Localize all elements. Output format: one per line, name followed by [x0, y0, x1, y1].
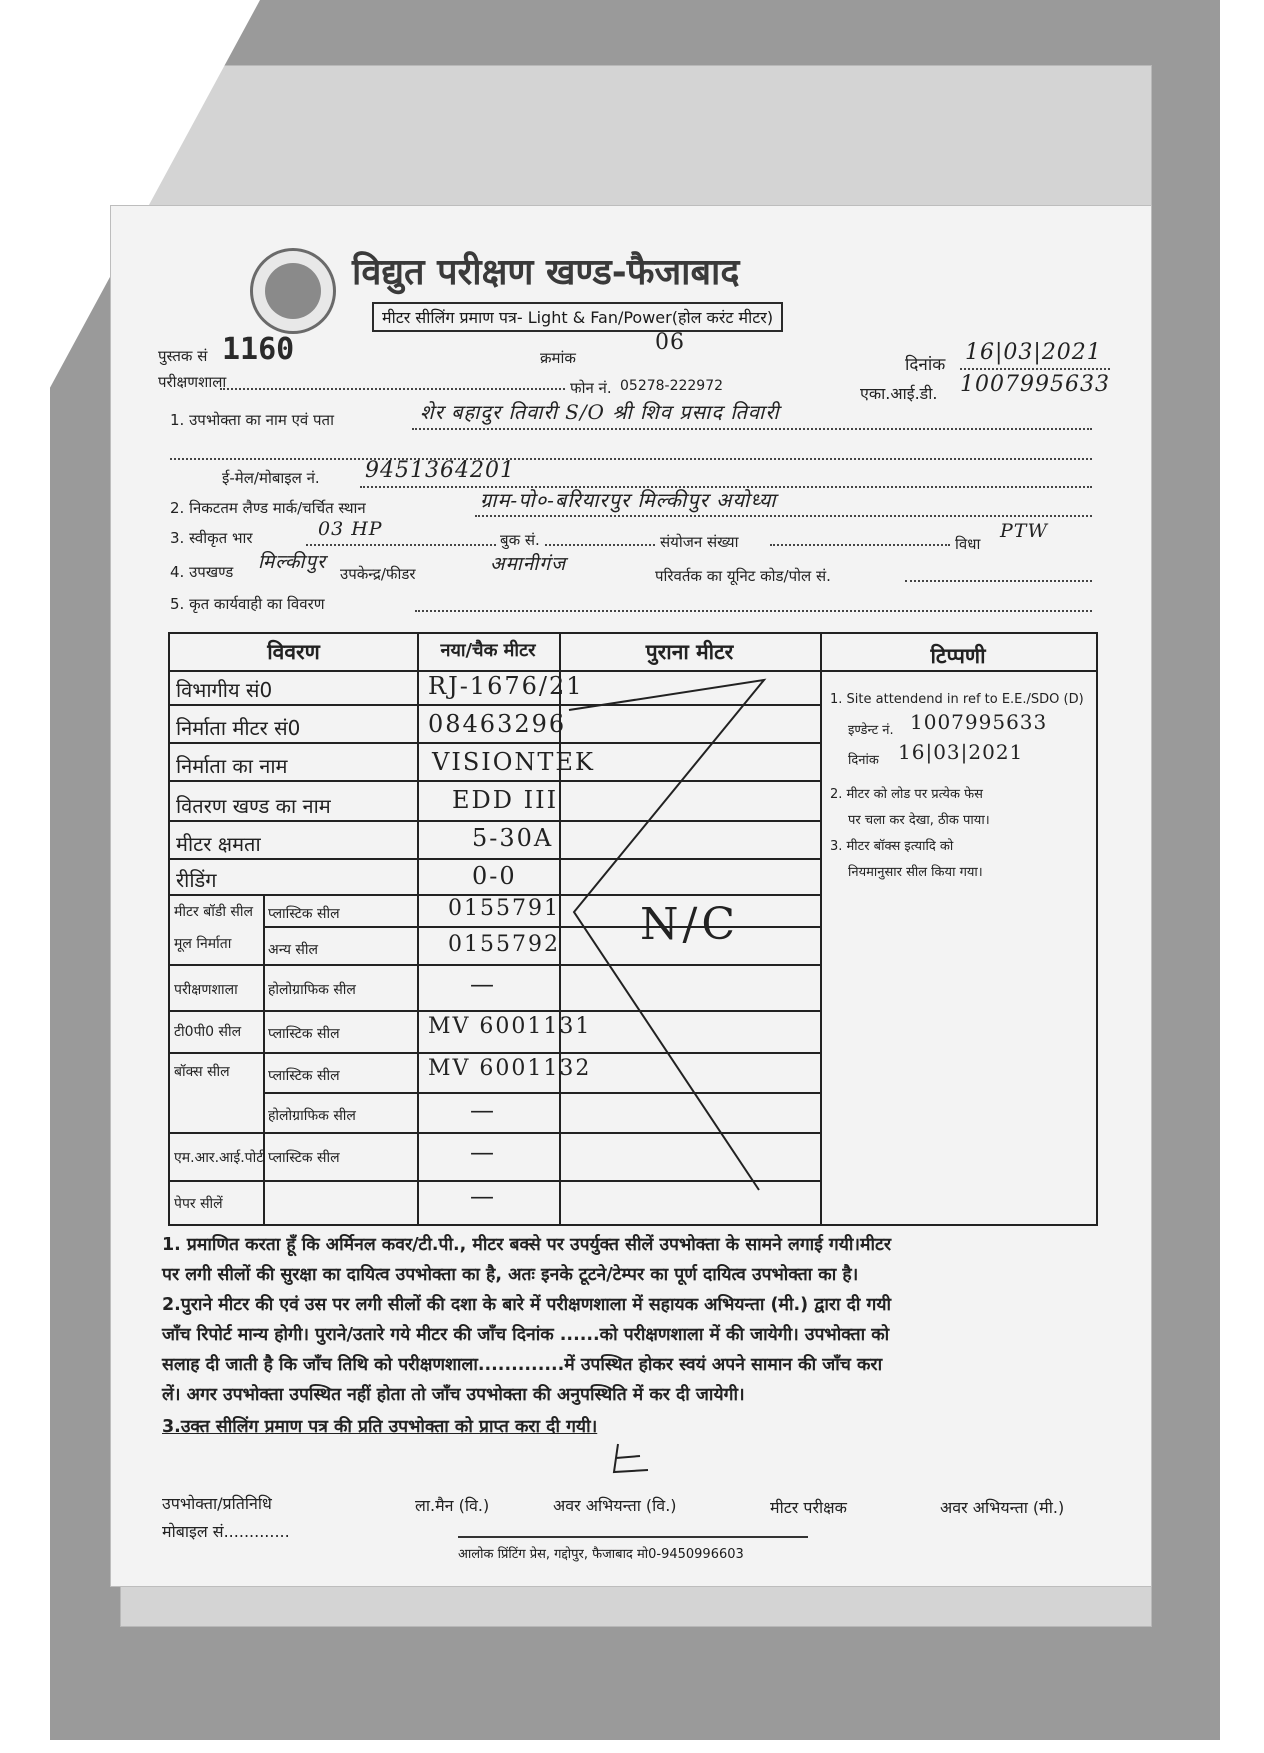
remark-date-label: दिनांक [848, 753, 879, 768]
declaration-line-5: सलाह दी जाती है कि जाँच तिथि को परीक्षणशाला.............में उपस्थित होकर स्वयं अपने सामान की जाँच करा [162, 1355, 883, 1375]
seal-type: अन्य सील [268, 942, 318, 958]
new-meter-value: VISIONTEK [432, 748, 595, 776]
load-label: 3. स्वीकृत भार [170, 529, 253, 547]
row-label: मीटर क्षमता [176, 832, 261, 856]
sfid-value: 1007995633 [960, 372, 1110, 397]
seal-value: MV 6001131 [428, 1014, 592, 1039]
seal-group: एम.आर.आई.पोर्ट [174, 1150, 264, 1166]
landmark-label: 2. निकटतम लैण्ड मार्क/चर्चित स्थान [170, 499, 366, 517]
declaration-line-4: जाँच रिपोर्ट मान्य होगी। पुराने/उतारे गये मीटर की जाँच दिनांक ......को परीक्षणशाला में की जायेगी। उपभोक्ता को [162, 1325, 890, 1345]
sfid-label: एका.आई.डी. [860, 384, 938, 403]
old-meter-nc: N/C [640, 899, 739, 950]
consumer-name-value: शेर बहादुर तिवारी S/O श्री शिव प्रसाद तिवारी [420, 400, 780, 424]
header-description: विवरण [267, 640, 320, 664]
seal-value: MV 6001132 [428, 1056, 592, 1081]
declaration-line-3: 2.पुराने मीटर की एवं उस पर लगी सीलों की दशा के बारे में परीक्षणशाला में सहायक अभियन्ता (मी.) द्वारा दी गयी [162, 1295, 892, 1315]
row-label: रीडिंग [176, 868, 217, 892]
new-meter-value: 5-30A [472, 824, 554, 852]
remark-3b: नियमानुसार सील किया गया। [848, 865, 983, 880]
book-no-label: बुक सं. [500, 531, 540, 549]
seal-type: होलोग्राफिक सील [268, 982, 356, 998]
serial-label: क्रमांक [540, 349, 576, 367]
row-label: वितरण खण्ड का नाम [176, 794, 331, 818]
declaration-line-1: 1. प्रमाणित करता हूँ कि अर्मिनल कवर/टी.पी., मीटर बक्से पर उपर्युक्त सीलें उपभोक्ता के सामने लगाई गयी।मीटर [162, 1235, 892, 1255]
printer-footer: आलोक प्रिंटिंग प्रेस, गद्दोपुर, फैजाबाद मो0-9450996603 [458, 1547, 744, 1562]
phone-label: फोन नं. [570, 379, 612, 397]
office-title: विद्युत परीक्षण खण्ड-फैजाबाद [352, 252, 740, 293]
row-label: विभागीय सं0 [176, 678, 273, 702]
seal-type: प्लास्टिक सील [268, 906, 340, 922]
date-label: दिनांक [905, 355, 946, 375]
seal-value: — [470, 1096, 496, 1124]
phone-value: 05278-222972 [620, 378, 724, 394]
book-number: 1160 [222, 332, 295, 367]
connection-label: संयोजन संख्या [660, 533, 739, 551]
subdivision-label: 4. उपखण्ड [170, 563, 234, 581]
seal-group: टी0पी0 सील [174, 1024, 242, 1040]
seal-value: 0155792 [448, 932, 560, 957]
meter-tester-signature-label: मीटर परीक्षक [770, 1498, 847, 1517]
seal-group: मीटर बॉडी सील [174, 904, 253, 920]
remark-3a: 3. मीटर बॉक्स इत्यादि को [830, 839, 954, 854]
lineman-signature-label: ला.मैन (वि.) [415, 1496, 490, 1515]
new-meter-value: 08463296 [428, 710, 567, 738]
meter-details-table [168, 632, 1098, 1226]
mobile-label: ई-मेल/मोबाइल नं. [222, 469, 320, 487]
remark-date-value: 16|03|2021 [898, 740, 1024, 764]
seal-type: प्लास्टिक सील [268, 1068, 340, 1084]
lab-label: परीक्षणशाला [158, 373, 227, 391]
signature-scribble [600, 1440, 660, 1480]
indent-label: इण्डेन्ट नं. [848, 723, 894, 738]
transformer-label: परिवर्तक का यूनिट कोड/पोल सं. [655, 567, 831, 585]
category-value: PTW [1000, 520, 1048, 542]
seal-type: होलोग्राफिक सील [268, 1108, 356, 1124]
department-logo-icon [250, 248, 336, 334]
substation-label: उपकेन्द्र/फीडर [340, 565, 416, 583]
seal-value: 0155791 [448, 896, 560, 921]
action-label: 5. कृत कार्यवाही का विवरण [170, 595, 325, 613]
header-old-meter: पुराना मीटर [645, 640, 734, 664]
je-meter-signature-label: अवर अभियन्ता (मी.) [940, 1498, 1065, 1517]
header-remarks: टिप्पणी [930, 644, 986, 668]
remark-2a: 2. मीटर को लोड पर प्रत्येक फेस [830, 787, 983, 802]
seal-group: परीक्षणशाला [174, 982, 238, 998]
consumer-name-label: 1. उपभोक्ता का नाम एवं पता [170, 411, 334, 429]
seal-value: — [470, 1182, 496, 1210]
declaration-line-6: लें। अगर उपभोक्ता उपस्थित नहीं होता तो जाँच उपभोक्ता की अनुपस्थिति में कर दी जायेगी। [162, 1385, 745, 1405]
header-new-meter: नया/चैक मीटर [440, 640, 536, 661]
certificate-subtitle: मीटर सीलिंग प्रमाण पत्र- Light & Fan/Power(होल करंट मीटर) [372, 302, 783, 332]
consumer-mobile-label: मोबाइल सं............. [162, 1522, 290, 1541]
serial-number: 06 [655, 330, 685, 355]
row-label: निर्माता का नाम [176, 754, 288, 778]
new-meter-value: 0-0 [472, 862, 517, 890]
new-meter-value: RJ-1676/21 [428, 672, 584, 700]
row-label: निर्माता मीटर सं0 [176, 716, 301, 740]
seal-group: पेपर सीलें [174, 1196, 223, 1212]
seal-type: प्लास्टिक सील [268, 1026, 340, 1042]
seal-type: प्लास्टिक सील [268, 1150, 340, 1166]
remark-1: 1. Site attendend in ref to E.E./SDO (D) [830, 692, 1084, 707]
substation-value: अमानीगंज [490, 553, 567, 575]
declaration-line-7: 3.उक्त सीलिंग प्रमाण पत्र की प्रति उपभोक्ता को प्राप्त करा दी गयी। [162, 1417, 598, 1437]
je-elec-signature-label: अवर अभियन्ता (वि.) [553, 1496, 677, 1515]
landmark-value: ग्राम-पो०-बरियारपुर मिल्कीपुर अयोध्या [480, 488, 777, 512]
indent-value: 1007995633 [910, 710, 1048, 734]
new-meter-value: EDD III [452, 786, 559, 814]
seal-value: — [470, 970, 496, 998]
remark-2b: पर चला कर देखा, ठीक पाया। [848, 813, 990, 828]
date-value: 16|03|2021 [965, 340, 1102, 365]
seal-group: बॉक्स सील [174, 1064, 230, 1080]
load-value: 03 HP [318, 518, 383, 540]
subdivision-value: मिल्कीपुर [258, 551, 326, 573]
seal-value: — [470, 1138, 496, 1166]
book-label: पुस्तक सं [158, 347, 208, 365]
mobile-value: 9451364201 [365, 458, 515, 483]
seal-group: मूल निर्माता [174, 936, 232, 952]
consumer-signature-label: उपभोक्ता/प्रतिनिधि [162, 1494, 272, 1513]
declaration-line-2: पर लगी सीलों की सुरक्षा का दायित्व उपभोक्ता का है, अतः इनके टूटने/टेम्पर का पूर्ण दायित्व उपभोक्ता का है। [162, 1265, 859, 1285]
category-label: विधा [955, 535, 981, 553]
